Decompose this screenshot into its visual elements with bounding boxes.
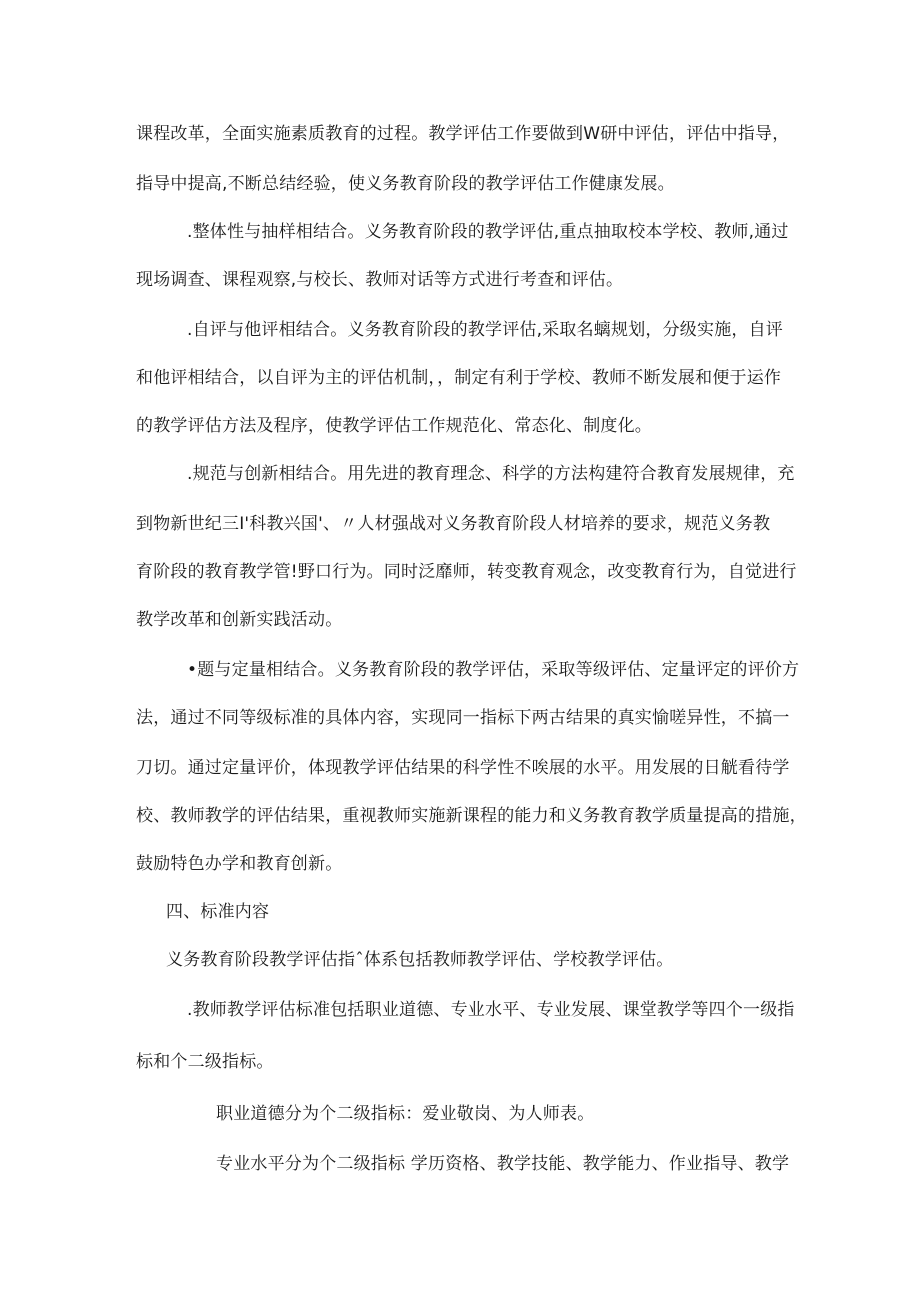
paragraph-line: 标和个二级指标。 [136,1052,274,1072]
paragraph-line: 义务教育阶段教学评估指ˆ体系包括教师教学评估、学校教学评估。 [166,950,674,970]
paragraph-line: .规范与创新相结合。用先进的教育理念、科学的方法构建符合教育发展规律，充 [187,464,795,484]
paragraph-line: 指导中提高,不断总结经验，使义务教育阶段的教学评估工作健康发展。 [136,174,675,194]
paragraph-line: •题与定量相结合。义务教育阶段的教学评估，采取等级评估、定量评定的评价方 [187,660,800,680]
paragraph-line: 教学改革和创新实践活动。 [136,610,343,630]
paragraph-line: 职业道德分为个二级指标：爱业敬岗、为人师表。 [216,1104,595,1124]
paragraph-line: .教师教学评估标准包括职业道德、专业水平、专业发展、课堂教学等四个一级指 [187,1000,795,1020]
paragraph-line: 现场调查、课程观察,与校长、教师对话等方式进行考查和评估。 [136,270,624,290]
paragraph-line: 的教学评估方法及程序，使教学评估工作规范化、常态化、制度化。 [136,416,652,436]
paragraph-line: 鼓励特色办学和教育创新。 [136,854,343,874]
paragraph-line: .自评与他评相结合。义务教育阶段的教学评估,采取名螭规划，分级实施，自评 [187,320,784,340]
paragraph-line: 校、教师教学的评估结果，重视教师实施新课程的能力和义务教育教学质量提高的措施， [136,806,807,826]
paragraph-line: .整体性与抽样相结合。义务教育阶段的教学评估,重点抽取校本学校、教师,通过 [187,222,789,242]
paragraph-line: 法，通过不同等级标准的具体内容，实现同一指标下两古结果的真实愉嗟异性，不搞一 [136,708,790,728]
section-heading: 四、标准内容 [166,902,270,922]
paragraph-line: 专业水平分为个二级指标 学历资格、教学技能、教学能力、作业指导、教学 [216,1154,790,1174]
paragraph-line: 课程改革，全面实施素质教育的过程。教学评估工作要做到W研中评估，评估中指导， [136,124,790,144]
paragraph-line: 到物新世纪三I'科教兴国'、〃人材强战对义务教育阶段人材培养的要求，规范义务教 [136,514,771,534]
paragraph-line: 刀切。通过定量评价，体现教学评估结果的科学性不唉展的水平。用发展的日觥看待学 [136,758,790,778]
paragraph-line: 育阶段的教育教学管!野口行为。同时泛靡师，转变教育观念，改变教育行为，自觉进行 [136,562,797,582]
paragraph-line: 和他评相结合，以自评为主的评估机制，，制定有利于学校、教师不断发展和便于运作 [136,368,782,388]
